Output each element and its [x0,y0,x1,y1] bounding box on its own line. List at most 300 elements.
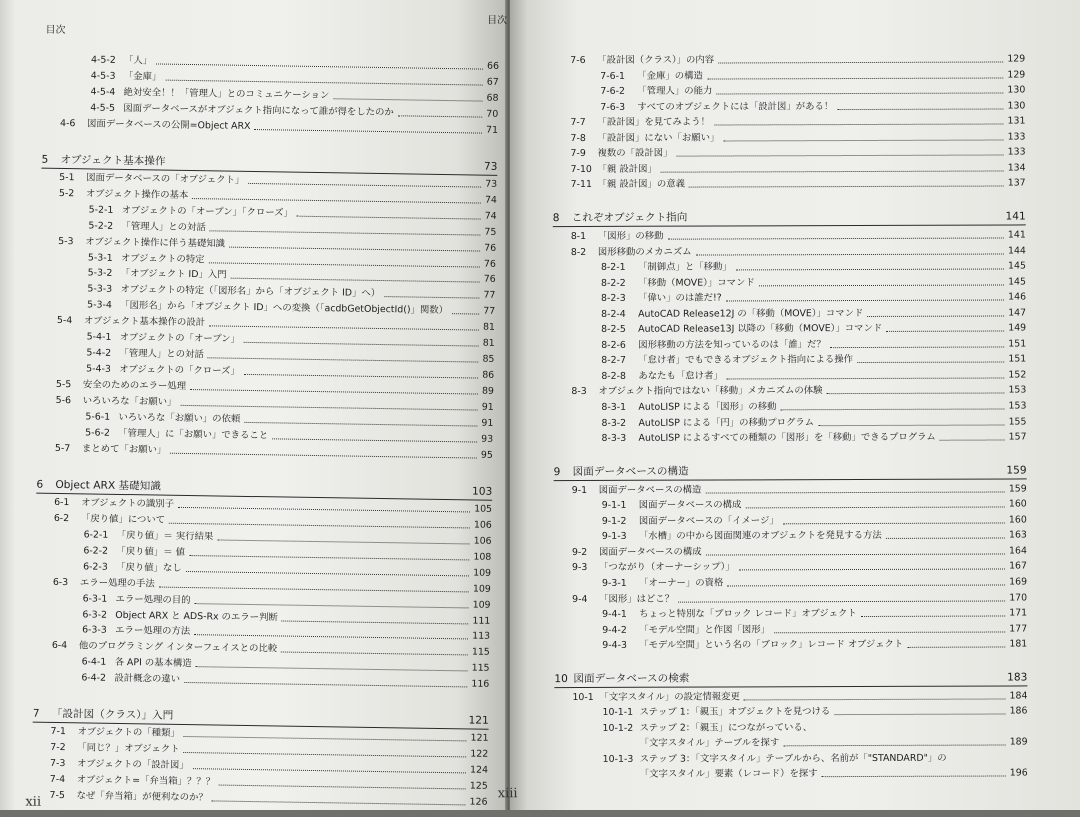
toc-entry-number: 6-3-1 [83,592,111,605]
toc-dot-leader [282,620,469,624]
toc-entry-row [572,542,1027,559]
toc-entry-page: 106 [474,518,492,531]
toc-entry-title: 「設計図（クラス）」入門 [52,708,174,723]
toc-entry-page: 160 [1009,498,1027,511]
toc-entry-number: 4-5-5 [90,101,118,114]
toc-entry-title: 「親 設計図」の意義 [598,178,685,191]
toc-entry-row [603,765,1028,781]
toc-entry-number: 9-1-3 [602,530,634,543]
toc-dot-leader [857,362,1004,364]
toc-entry-number: 5-6-1 [85,410,113,423]
toc-dot-leader [667,237,1003,239]
toc-entry-title: 図形移動の方法を知っているのは「誰」だ？ [638,338,826,352]
toc-dot-leader [727,584,1005,586]
toc-entry-number: 9-4-3 [602,639,634,652]
toc-entry-number: 8 [553,212,567,225]
toc-entry-number: 5-2-2 [88,219,116,232]
toc-dot-leader [783,522,1005,524]
folio-left: xii [25,794,41,809]
toc-entry-number: 8-2-4 [601,307,633,320]
toc-dot-leader [706,553,1005,555]
toc-entry-row [572,687,1027,704]
toc-dot-leader [244,422,477,427]
toc-entry-number: 8-2-6 [601,339,633,352]
toc-entry-page: 85 [482,353,494,366]
toc-entry-title: エラー処理の目的 [116,592,191,606]
toc-entry-number: 5-6 [56,394,78,407]
toc-entry-page: 81 [483,321,495,334]
toc-dot-leader [209,326,479,331]
toc-entry-number: 6 [36,478,50,491]
toc-entry-title: 「管理人」に「お願い」できること [118,427,268,442]
toc-entry-page: 145 [1008,259,1026,272]
toc-entry-row [601,397,1026,413]
toc-entry-number: 6-4 [52,639,74,652]
toc-entry-title: AutoLISP によるすべての種類の「図形」を「移動」できるプログラム [639,431,936,445]
toc-entry-number: 7 [33,708,47,721]
toc-dot-leader [195,603,469,608]
toc-entry-number: 5 [41,153,55,166]
toc-dot-leader [707,77,1003,79]
toc-entry-title: 「戻り値」について [81,512,165,526]
toc-entry-title: すべてのオブジェクトには「設計図」がある！ [637,100,833,114]
toc-entry-number: 5-5 [56,378,78,391]
toc-dot-leader [718,61,1003,63]
toc-entry-page: 116 [471,678,489,691]
toc-entry-row [601,304,1026,320]
toc-dot-leader [281,652,468,656]
toc-entry-title: 安全のためのエラー処理 [83,378,186,393]
toc-entry-title: 「制御点」と「移動」 [638,260,732,273]
toc-entry-page: 76 [484,241,496,254]
toc-dot-leader [244,342,479,347]
toc-entry-title: エラー処理の手法 [80,576,155,590]
toc-dot-leader [189,555,469,560]
toc-entry-title: 図形移動のメカニズム [598,245,692,258]
toc-entry-number: 7-4 [50,773,72,786]
toc-entry-row [603,718,1028,734]
toc-entry-title: 図面データベースの構成 [639,499,742,512]
toc-dot-leader [886,331,1004,332]
toc-entry-page: 70 [486,107,498,120]
toc-entry-page: 74 [485,193,497,206]
toc-entry-page: 159 [1009,482,1027,495]
toc-entry-row [572,589,1027,606]
toc-entry-number: 5-3-4 [87,299,115,312]
toc-entry-page: 133 [1008,146,1026,159]
toc-entry-title: いろいろな「お願い」 [83,394,177,408]
toc-entry-row [601,413,1026,429]
toc-dot-leader [689,186,1004,188]
toc-dot-leader [248,183,481,188]
toc-entry-title: 「図形」はどこ？ [599,592,674,605]
toc-dot-leader [333,98,482,101]
toc-entry-title: 「オーナー」の資格 [639,576,723,589]
toc-entry-title: AutoLISP による「円」の移動プログラム [638,416,814,430]
toc-entry-number: 9-1-1 [602,499,634,512]
toc-entry-page: 134 [1008,161,1026,174]
toc-entry-number: 5-4-2 [86,347,114,360]
toc-entry-number: 7-7 [570,116,592,129]
toc-entry-row [600,66,1025,82]
toc-entry-number: 10 [554,673,568,686]
toc-dot-leader [830,346,1005,348]
toc-entry-title: 図面データベースの「イメージ」 [639,514,779,527]
toc-entry-page: 149 [1008,322,1026,335]
toc-entry-title: ステップ 3：「文字スタイル」テーブルから、名前が「"STANDARD"」の [640,752,947,766]
toc-entry-number: 6-1 [54,496,76,509]
toc-entry-title: オブジェクト指向ではない「移動」メカニズムの体験 [598,385,822,399]
toc-entry-number: 6-2-1 [84,528,112,541]
toc-entry-title: オブジェクト基本操作 [60,154,165,169]
toc-entry-page: 133 [1008,130,1026,143]
toc-dot-leader [452,313,479,314]
toc-entry-number: 9-4-2 [602,623,634,636]
toc-entry-number: 6-3-2 [82,608,110,621]
toc-entry-number: 5-6-2 [85,426,113,439]
toc-dot-leader [693,474,1003,475]
toc-entry-page: 109 [473,566,491,579]
toc-entry-row [571,226,1026,243]
toc-entry-title: 「オブジェクト ID」入門 [121,267,227,282]
toc-entry-row [570,113,1025,130]
toc-entry-number: 9-1 [572,484,594,497]
toc-entry-title: 図面データベースの検索 [573,672,689,685]
toc-entry-page: 75 [484,225,496,238]
toc-entry-page: 91 [481,417,493,430]
toc-entry-title: ちょっと特別な「ブロック レコード」オブジェクト [639,607,857,621]
toc-entry-page: 146 [1008,291,1026,304]
toc-entry-number: 8-3-2 [601,416,633,429]
toc-entry-title: 「金庫」 [124,70,162,84]
toc-entry-page: 93 [481,433,493,446]
toc-entry-page: 89 [482,385,494,398]
toc-entry-number: 8-1 [571,230,593,243]
toc-entry-row [570,50,1025,67]
toc-entry-title: 設計概念の違い [114,672,180,686]
toc-entry-page: 151 [1008,337,1026,350]
toc-entry-page: 177 [1009,622,1027,635]
toc-dot-leader [827,393,1005,395]
toc-dot-leader [210,230,481,235]
toc-entry-title: オブジェクトの「種類」 [77,726,179,741]
toc-entry-row [602,573,1027,589]
toc-dot-leader [940,440,1005,441]
toc-dot-leader [677,155,1004,157]
toc-entry-title: あなたも「怠け者」 [638,369,722,382]
toc-entry-row [601,289,1026,305]
toc-entry-page: 160 [1009,513,1027,526]
toc-entry-title: いろいろな「お願い」の依頼 [118,411,240,426]
toc-entry-page: 131 [1008,115,1026,128]
toc-entry-number: 8-2 [571,245,593,258]
toc-dot-leader [254,129,482,134]
toc-entry-title: 「文字スタイル」要素（レコード）を探す [640,768,818,782]
toc-entry-title: 図面データベースの構造 [599,483,702,496]
toc-dot-leader [744,698,1006,700]
toc-entry-page: 66 [487,60,499,73]
toc-entry-number: 6-4-1 [82,656,110,669]
toc-entry-title: Object ARX と ADS-Rx のエラー判断 [115,608,278,624]
toc-entry-title: オブジェクトの「クローズ」 [119,363,240,378]
toc-entry-number: 6-2 [54,512,76,525]
toc-dot-leader [714,124,1004,126]
toc-chapter-row [553,205,1026,225]
toc-entry-title: 「管理人」との対話 [119,347,204,361]
toc-entry-page: 184 [1010,689,1028,702]
toc-entry-number: 7-11 [571,178,593,191]
toc-entry-page: 137 [1008,177,1026,190]
toc-entry-page: 68 [486,92,498,105]
toc-entry-page: 129 [1007,52,1025,65]
toc-entry-title: 「戻り値」＝ 値 [116,545,185,559]
toc-entry-title: まとめて「お願い」 [82,442,167,456]
toc-entry-title: 他のプログラミング インターフェイスとの比較 [79,640,277,656]
toc-entry-title: 絶対安全！！「管理人」とのコミュニケーション [123,86,329,102]
toc-entry-number: 5-2 [59,187,81,200]
toc-entry-number: 10-1-2 [603,722,635,735]
toc-entry-page: 170 [1009,591,1027,604]
toc-entry-number: 8-2-7 [601,354,633,367]
toc-dot-leader [693,681,1003,682]
toc-entry-title: 「人」 [124,54,152,67]
toc-entry-number: 7-5 [49,789,71,802]
toc-entry-title: 「管理人」との対話 [121,220,206,234]
toc-entry-page: 130 [1007,99,1025,112]
running-header-left: 目次 [45,21,65,36]
toc-entry-page: 76 [484,257,496,270]
toc-entry-page: 157 [1009,431,1027,444]
toc-entry-title: 図面データベースの公開=Object ARX [87,117,251,133]
toc-entry-page: 189 [1010,736,1028,749]
toc-entry-page: 183 [1007,671,1027,684]
toc-entry-page: 95 [481,449,493,462]
toc-entry-page: 151 [1008,353,1026,366]
toc-chapter-row [554,459,1027,479]
toc-entry-page: 121 [468,715,488,728]
toc-entry-row [602,620,1027,636]
toc-entry-number: 7-1 [50,725,72,738]
toc-entry-number: 10-1-1 [602,706,634,719]
toc-entry-page: 167 [1009,560,1027,573]
toc-entry-title: 「設計図（クラス）」の内容 [597,54,714,67]
toc-entry-number: 10-1 [572,691,594,704]
toc-dot-leader [661,170,1004,172]
toc-entry-number: 7-6-2 [600,85,632,98]
toc-entry-row [601,320,1026,336]
toc-entry-row [601,273,1026,289]
toc-entry-page: 71 [486,123,498,136]
toc-dot-leader [184,682,467,687]
toc-dot-leader [183,752,466,757]
toc-entry-title: ステップ 1：「親玉」オブジェクトを見つける [639,705,830,719]
toc-dot-leader [212,800,466,805]
toc-entry-title: ステップ 2：「親玉」につながっている、 [640,721,813,735]
toc-entry-page: 130 [1007,84,1025,97]
toc-entry-title: AutoCAD Release13J 以降の「移動（MOVE）」コマンド [638,322,882,336]
toc-entry-page: 91 [482,401,494,414]
toc-entry-title: オブジェクトの特定（「図形名」から「オブジェクト ID」へ） [120,283,380,300]
toc-entry-number: 9-3-1 [602,577,634,590]
toc-entry-title: 各 API の基本構造 [115,656,192,670]
toc-entry-page: 186 [1010,705,1028,718]
toc-entry-page: 164 [1009,544,1027,557]
toc-dot-leader [781,408,1005,410]
toc-entry-title: 「図形」の移動 [598,230,664,243]
toc-entry-page: 73 [484,160,498,173]
toc-entry-number: 9-2 [572,546,594,559]
toc-dot-leader [816,730,1023,731]
toc-entry-title: これぞオブジェクト指向 [572,212,688,225]
toc-entry-number: 6-2-3 [83,560,111,573]
toc-entry-number: 4-5-2 [91,53,119,66]
toc-entry-title: オブジェクト=「弁当箱」？？？ [77,773,215,788]
toc-entry-page: 77 [483,289,495,302]
toc-entry-page: 108 [473,550,491,563]
toc-entry-row [570,128,1025,145]
toc-entry-row [571,159,1026,176]
toc-entry-title: 「戻り値」なし [116,561,182,575]
toc-dot-leader [231,278,480,283]
toc-entry-title: 「つながり（オーナーシップ）」 [599,561,735,574]
toc-entry-title: エラー処理の方法 [115,624,190,638]
toc-entry-number: 6-2-2 [83,544,111,557]
toc-entry-page: 76 [484,273,496,286]
toc-entry-number: 8-2-2 [601,276,633,289]
toc-dot-leader [834,714,1005,716]
toc-entry-row [571,144,1026,161]
toc-entry-page: 144 [1008,244,1026,257]
toc-entry-title: 図面データベースの構造 [573,465,689,478]
toc-dot-leader [272,438,477,442]
toc-dot-leader [759,284,1004,286]
toc-entry-number: 9-4-1 [602,608,634,621]
toc-entry-page: 106 [474,534,492,547]
toc-entry-row [601,351,1026,367]
toc-dot-leader [678,600,1005,602]
toc-entry-number: 7-6-3 [600,100,632,113]
toc-dot-leader [297,215,481,219]
toc-entry-title: 「モデル空間」という名の「ブロック」レコード オブジェクト [639,638,903,652]
toc-entry-row [571,175,1026,192]
toc-entry-number: 7-9 [571,147,593,160]
toc-entry-row [602,496,1027,512]
toc-entry-row [603,734,1028,750]
toc-dot-leader [867,315,1004,316]
toc-dot-leader [861,616,1006,618]
toc-entry-row [572,480,1027,497]
toc-entry-number: 8-3-3 [602,432,634,445]
toc-dot-leader [219,785,466,790]
toc-entry-number: 5-1 [59,171,81,184]
toc-entry-page: 111 [472,614,490,627]
toc-entry-page: 73 [485,177,497,190]
toc-entry-page: 153 [1008,399,1026,412]
toc-entry-number: 6-3-3 [82,624,110,637]
toc-dot-leader [398,115,482,117]
running-header-right: 目次 [487,11,507,26]
toc-entry-row [600,82,1025,98]
toc-entry-page: 74 [485,209,497,222]
toc-dot-leader [196,666,468,671]
toc-entry-number: 4-5-4 [90,85,118,98]
toc-entry-number: 10-1-3 [603,753,635,766]
toc-dot-leader [170,453,477,459]
toc-entry-title: 図面データベースの構成 [599,545,702,558]
toc-entry-row [601,366,1026,382]
toc-entry-row [571,382,1026,399]
toc-entry-page: 159 [1006,464,1026,477]
toc-entry-number: 9-4 [572,592,594,605]
toc-entry-page: 81 [483,337,495,350]
toc-entry-number: 8-2-3 [601,292,633,305]
toc-entry-row [571,242,1026,259]
toc-dot-leader [244,374,478,379]
toc-entry-row [602,703,1027,719]
toc-entry-title: 「設計図」にない「お願い」 [597,131,719,144]
toc-dot-leader [774,631,1005,633]
toc-entry-page: 77 [483,305,495,318]
toc-entry-title: 「戻り値」＝ 実行結果 [117,529,214,544]
toc-dot-leader [208,357,479,362]
toc-dot-leader [217,539,469,544]
toc-entry-number: 5-3-1 [88,251,116,264]
toc-entry-title: 図面データベースの「オブジェクト」 [86,171,244,186]
toc-entry-row [602,429,1027,445]
toc-entry-page: 141 [1006,210,1026,223]
toc-entry-title: 「怠け者」でもできるオブジェクト指向による操作 [638,353,853,367]
toc-entry-number: 8-3 [571,385,593,398]
toc-entry-title: AutoCAD Release12J の「移動（MOVE）」コマンド [638,307,863,321]
toc-entry-title: オブジェクトの「オープン」「クローズ」 [122,204,293,220]
toc-entry-page: 171 [1009,606,1027,619]
toc-entry-number: 9-3 [572,561,594,574]
toc-dot-leader [691,220,1001,221]
toc-entry-number: 8-2-8 [601,370,633,383]
toc-entry-row [603,749,1028,765]
toc-dot-leader [208,262,480,267]
toc-entry-number: 8-2-1 [601,261,633,274]
toc-entry-number: 5-4-3 [86,363,114,376]
toc-entry-number: 5-4 [57,314,79,327]
toc-entry-page: 125 [470,780,488,793]
toc-entry-title: なぜ「弁当箱」が便利なのか？ [76,789,207,804]
toc-entry-page: 169 [1009,575,1027,588]
toc-entry-page: 113 [472,630,490,643]
toc-dot-leader [727,377,1005,379]
toc-entry-page: 121 [470,732,488,745]
toc-entry-page: 122 [470,748,488,761]
toc-dot-leader [837,108,1003,110]
right-page [510,0,1080,810]
toc-entry-title: 「金庫」の構造 [637,69,703,82]
toc-dot-leader [705,491,1004,493]
toc-dot-leader [818,424,1005,426]
toc-dot-leader [696,253,1004,255]
toc-entry-title: 「文字スタイル」の設定情報変更 [599,690,739,703]
toc-dot-leader [736,269,1004,271]
toc-entry-page: 181 [1009,638,1027,651]
toc-entry-row [601,335,1026,351]
toc-entry-number: 8-2-5 [601,323,633,336]
toc-dot-leader [723,139,1003,141]
toc-entry-title: オブジェクトの特定 [121,251,205,265]
toc-entry-row [572,558,1027,575]
toc-entry-row [602,604,1027,620]
toc-entry-page: 153 [1008,384,1026,397]
toc-entry-title: Object ARX 基礎知識 [55,479,161,494]
toc-entry-row [601,257,1026,273]
